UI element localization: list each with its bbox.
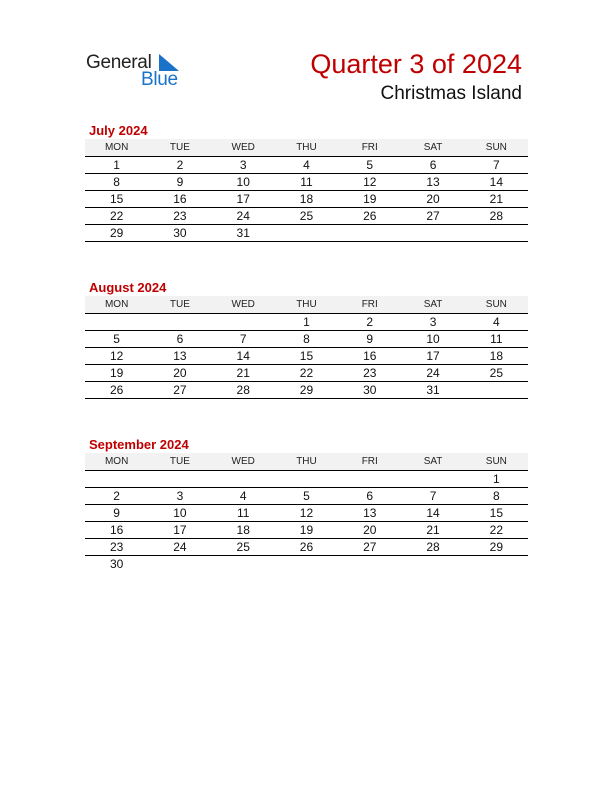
day-cell: 2 [148,157,211,174]
day-cell: 16 [85,522,148,539]
day-cell: 1 [275,314,338,331]
weekday-header: SAT [401,453,464,471]
day-cell: 5 [338,157,401,174]
day-cell: 12 [275,505,338,522]
day-cell: 24 [148,539,211,556]
month-table [85,139,528,242]
day-cell [465,382,528,399]
day-cell: 21 [465,191,528,208]
logo-text-blue: Blue [141,69,178,90]
day-cell: 27 [401,208,464,225]
day-cell: 27 [148,382,211,399]
day-cell: 7 [401,488,464,505]
day-cell: 29 [85,225,148,242]
day-cell: 19 [85,365,148,382]
weekday-header: THU [275,139,338,157]
day-cell: 8 [85,174,148,191]
day-cell: 31 [212,225,275,242]
day-cell: 17 [212,191,275,208]
weekday-header: FRI [338,139,401,157]
day-cell: 5 [85,331,148,348]
weekday-header: TUE [148,139,211,157]
page-title: Quarter 3 of 2024 [310,49,522,79]
weekday-header: MON [85,139,148,157]
day-cell: 26 [85,382,148,399]
day-cell: 25 [212,539,275,556]
day-cell: 17 [148,522,211,539]
week-row [85,488,528,505]
page-subtitle: Christmas Island [380,83,522,104]
day-cell: 11 [275,174,338,191]
day-cell: 14 [212,348,275,365]
day-cell: 13 [338,505,401,522]
weekday-header: MON [85,296,148,314]
weekday-header: WED [212,453,275,471]
month-block [85,122,528,242]
day-cell: 23 [85,539,148,556]
day-cell [401,471,464,488]
day-cell: 18 [275,191,338,208]
day-cell: 9 [85,505,148,522]
week-row [85,157,528,174]
day-cell [338,471,401,488]
day-cell: 24 [401,365,464,382]
day-cell: 13 [401,174,464,191]
day-cell: 30 [338,382,401,399]
weekday-header: SAT [401,139,464,157]
day-cell [275,471,338,488]
day-cell: 6 [338,488,401,505]
day-cell [338,225,401,242]
day-cell: 4 [212,488,275,505]
logo-text-general: General [86,52,152,73]
weekday-header: WED [212,296,275,314]
day-cell [85,471,148,488]
day-cell: 22 [85,208,148,225]
day-cell: 27 [338,539,401,556]
weekday-header: FRI [338,296,401,314]
day-cell [85,314,148,331]
day-cell: 8 [275,331,338,348]
day-cell: 16 [338,348,401,365]
day-cell: 30 [109,557,124,571]
day-cell: 28 [212,382,275,399]
week-row [85,348,528,365]
week-row [85,522,528,539]
month-block [85,279,528,399]
day-cell: 24 [212,208,275,225]
day-cell: 7 [465,157,528,174]
day-cell: 3 [212,157,275,174]
day-cell: 8 [465,488,528,505]
day-cell: 7 [212,331,275,348]
week-row [85,331,528,348]
day-cell [212,556,275,573]
day-cell: 15 [465,505,528,522]
day-cell: 23 [338,365,401,382]
day-cell: 9 [338,331,401,348]
weekday-header: THU [275,296,338,314]
day-cell: 20 [401,191,464,208]
day-cell: 1 [85,157,148,174]
weekday-header-row [85,296,528,314]
month-block [85,436,528,572]
day-cell [465,225,528,242]
week-row [85,505,528,522]
week-row [85,225,528,242]
day-cell: 15 [275,348,338,365]
weekday-header: FRI [338,453,401,471]
day-cell: 1 [465,471,528,488]
day-cell: 20 [148,365,211,382]
logo [86,52,186,92]
day-cell: 10 [401,331,464,348]
day-cell: 18 [465,348,528,365]
day-cell [148,556,211,573]
weekday-header: TUE [148,296,211,314]
day-cell: 14 [465,174,528,191]
day-cell: 12 [338,174,401,191]
weekday-header: SUN [465,296,528,314]
day-cell [275,556,338,573]
day-cell: 19 [275,522,338,539]
day-cell [401,225,464,242]
weekday-header: SUN [465,453,528,471]
day-cell: 5 [275,488,338,505]
day-cell: 6 [148,331,211,348]
day-cell: 26 [275,539,338,556]
day-cell [212,314,275,331]
week-row [85,539,528,556]
day-cell: 21 [401,522,464,539]
day-cell: 18 [212,522,275,539]
day-cell [338,556,401,573]
day-cell: 29 [275,382,338,399]
week-row [85,365,528,382]
weekday-header: TUE [148,453,211,471]
day-cell: 29 [465,539,528,556]
day-cell: 12 [85,348,148,365]
day-cell [401,556,464,573]
week-row [85,174,528,191]
week-row [85,208,528,225]
weekday-header: SUN [465,139,528,157]
month-table [85,453,528,572]
day-cell: 9 [148,174,211,191]
day-cell: 14 [401,505,464,522]
day-cell [148,314,211,331]
week-row [85,191,528,208]
day-cell [148,471,211,488]
week-row [85,314,528,331]
day-cell: 28 [401,539,464,556]
day-cell: 15 [85,191,148,208]
day-cell: 25 [465,365,528,382]
day-cell: 13 [148,348,211,365]
day-cell: 17 [401,348,464,365]
weekday-header: WED [212,139,275,157]
day-cell: 25 [275,208,338,225]
month-title: August 2024 [89,280,167,295]
day-cell: 10 [212,174,275,191]
day-cell: 26 [338,208,401,225]
weekday-header-row [85,139,528,157]
day-cell: 21 [212,365,275,382]
month-title: July 2024 [89,123,148,138]
day-cell: 23 [148,208,211,225]
day-cell: 10 [148,505,211,522]
day-cell [465,556,528,573]
day-cell: 22 [275,365,338,382]
day-cell: 2 [338,314,401,331]
day-cell: 2 [85,488,148,505]
weekday-header-row [85,453,528,471]
day-cell: 11 [212,505,275,522]
day-cell: 11 [465,331,528,348]
day-cell [212,471,275,488]
week-row [85,382,528,399]
day-cell: 16 [148,191,211,208]
weekday-header: MON [85,453,148,471]
week-row [85,556,528,573]
day-cell [275,225,338,242]
day-cell: 22 [465,522,528,539]
day-cell: 6 [401,157,464,174]
day-cell: 20 [338,522,401,539]
day-cell: 31 [401,382,464,399]
weekday-header: SAT [401,296,464,314]
month-table [85,296,528,399]
day-cell: 4 [465,314,528,331]
day-cell: 3 [401,314,464,331]
month-title: September 2024 [89,437,189,452]
day-cell: 30 [148,225,211,242]
day-cell: 4 [275,157,338,174]
week-row [85,471,528,488]
weekday-header: THU [275,453,338,471]
day-cell: 3 [148,488,211,505]
day-cell: 28 [465,208,528,225]
day-cell: 19 [338,191,401,208]
